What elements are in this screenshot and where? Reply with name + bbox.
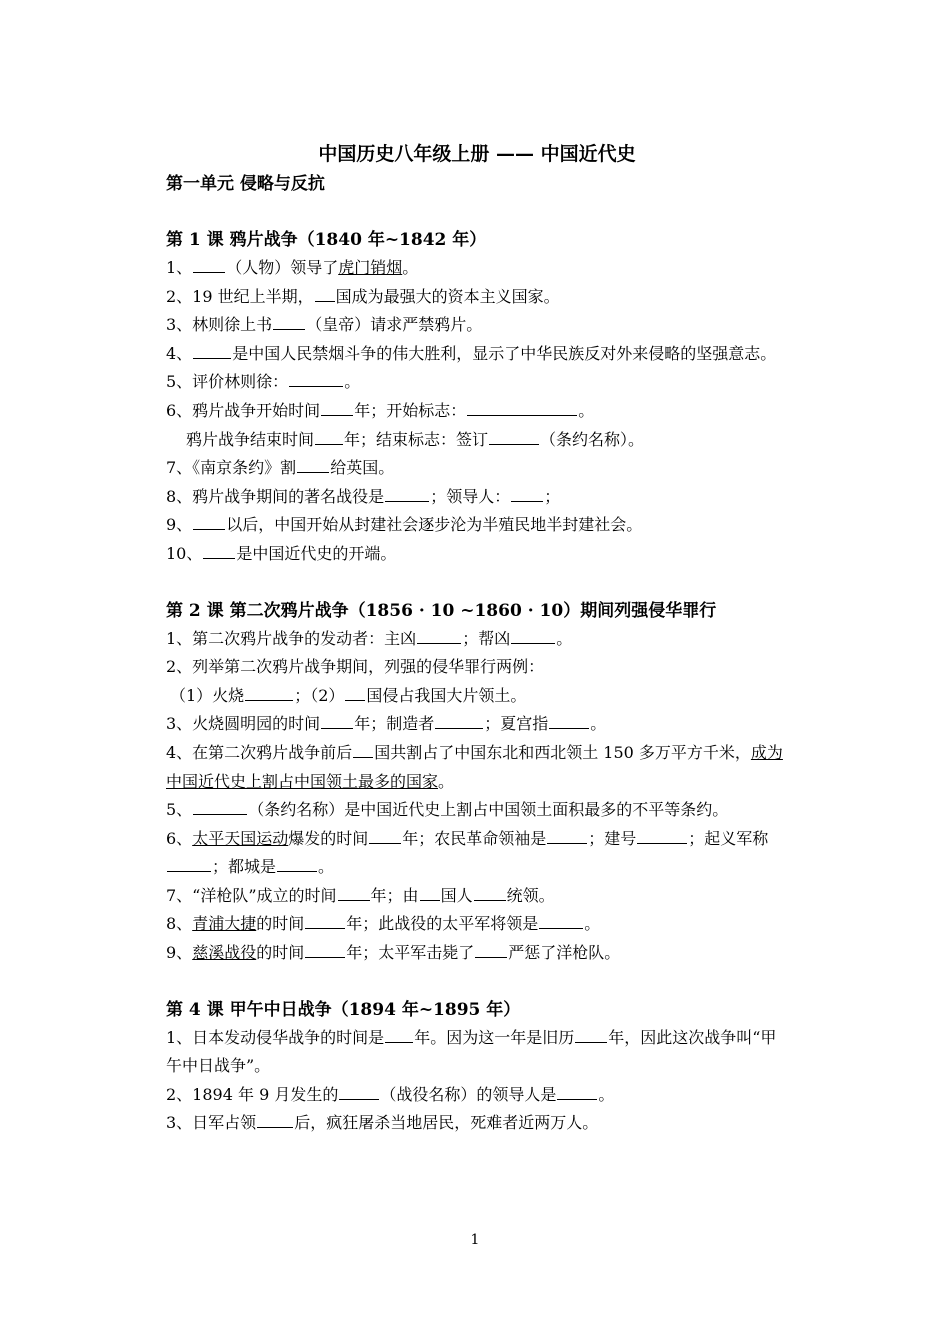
answer-blank[interactable] (435, 710, 483, 729)
lesson-1-question-8: 8、鸦片战争期间的著名战役是 ；领导人： ； (166, 483, 788, 512)
lesson-1-question-6-sub: 鸦片战争结束时间 年；结束标志：签订 （条约名称）。 (166, 426, 788, 455)
lesson-1-question-6: 6、鸦片战争开始时间 年；开始标志： 。 (166, 397, 788, 426)
answer-blank[interactable] (575, 1024, 607, 1043)
lesson-1-question-4: 4、 是中国人民禁烟斗争的伟大胜利，显示了中华民族反对外来侵略的坚强意志。 (166, 340, 788, 369)
lesson-2-title: 第 2 课 第二次鸦片战争（1856 · 10 ~1860 · 10）期间列强侵华罪行 (166, 600, 717, 621)
answer-blank[interactable] (305, 939, 345, 958)
lesson-2-question-5: 5、 （条约名称）是中国近代史上割占中国领土面积最多的不平等条约。 (166, 796, 788, 825)
lesson-1-question-9: 9、 以后，中国开始从封建社会逐步沦为半殖民地半封建社会。 (166, 511, 788, 540)
lesson-4-question-3: 3、日军占领 后，疯狂屠杀当地居民，死难者近两万人。 (166, 1109, 788, 1138)
lesson-2-question-3: 3、火烧圆明园的时间 年；制造者 ；夏宫指 。 (166, 710, 788, 739)
answer-blank[interactable] (193, 511, 225, 530)
lesson-1-question-10: 10、 是中国近代史的开端。 (166, 540, 788, 569)
lesson-2-question-6: 6、太平天国运动爆发的时间 年；农民革命领袖是 ；建号 ；起义军称；都城是 。 (166, 825, 788, 882)
answer-blank[interactable] (193, 340, 231, 359)
answer-blank[interactable] (547, 825, 587, 844)
answer-blank[interactable] (273, 311, 305, 330)
answer-blank[interactable] (305, 910, 345, 929)
lesson-2-question-2: 2、列举第二次鸦片战争期间，列强的侵华罪行两例： (166, 657, 545, 677)
lesson-4-title: 第 4 课 甲午中日战争（1894 年~1895 年） (166, 999, 521, 1020)
answer-blank[interactable] (345, 682, 365, 701)
answer-blank[interactable] (353, 739, 373, 758)
answer-blank[interactable] (321, 710, 353, 729)
answer-blank[interactable] (257, 1109, 293, 1128)
answer-blank[interactable] (193, 254, 225, 273)
answer-blank[interactable] (277, 853, 317, 872)
answer-blank[interactable] (511, 483, 543, 502)
page-number: 1 (470, 1232, 480, 1248)
answer-blank[interactable] (245, 682, 293, 701)
lesson-2-question-8: 8、青浦大捷的时间 年；此战役的太平军将领是 。 (166, 910, 788, 939)
answer-blank[interactable] (417, 625, 461, 644)
answer-blank[interactable] (321, 397, 353, 416)
document-title: 中国历史八年级上册 —— 中国近代史 (318, 143, 636, 165)
answer-blank[interactable] (420, 882, 440, 901)
lesson-1-question-2: 2、19 世纪上半期， 国成为最强大的资本主义国家。 (166, 283, 788, 312)
answer-blank[interactable] (489, 426, 539, 445)
lesson-2-question-2-sub: （1）火烧 ；（2） 国侵占我国大片领土。 (166, 682, 788, 711)
lesson-2-question-1: 1、第二次鸦片战争的发动者：主凶 ；帮凶 。 (166, 625, 788, 654)
answer-blank[interactable] (467, 397, 577, 416)
answer-blank[interactable] (289, 368, 343, 387)
answer-blank[interactable] (167, 853, 211, 872)
answer-blank[interactable] (385, 1024, 413, 1043)
answer-blank[interactable] (474, 882, 506, 901)
answer-blank[interactable] (193, 796, 247, 815)
answer-blank[interactable] (203, 540, 235, 559)
answer-blank[interactable] (511, 625, 555, 644)
answer-blank[interactable] (315, 283, 335, 302)
answer-blank[interactable] (297, 454, 329, 473)
lesson-1-question-5: 5、评价林则徐： 。 (166, 368, 788, 397)
answer-blank[interactable] (549, 710, 589, 729)
lesson-2-question-4: 4、在第二次鸦片战争前后 国共割占了中国东北和西北领土 150 多万平方千米，成为中国近代史上割占中国领土最多的国家。 (166, 739, 788, 796)
answer-blank[interactable] (557, 1081, 597, 1100)
lesson-2-question-9: 9、慈溪战役的时间 年；太平军击毙了 严惩了洋枪队。 (166, 939, 788, 968)
lesson-1-question-7: 7、《南京条约》割 给英国。 (166, 454, 788, 483)
lesson-4-question-1: 1、日本发动侵华战争的时间是 年。因为这一年是旧历 年，因此这次战争叫“甲午中日战争”。 (166, 1024, 788, 1081)
lesson-1-title: 第 1 课 鸦片战争（1840 年~1842 年） (166, 230, 487, 250)
answer-blank[interactable] (385, 483, 429, 502)
lesson-2-question-7: 7、“洋枪队”成立的时间 年；由 国人 统领。 (166, 882, 788, 911)
answer-blank[interactable] (637, 825, 687, 844)
answer-blank[interactable] (475, 939, 507, 958)
unit-title: 第一单元 侵略与反抗 (166, 174, 325, 194)
answer-blank[interactable] (338, 882, 370, 901)
answer-blank[interactable] (315, 426, 343, 445)
document-page (166, 140, 788, 1138)
answer-blank[interactable] (369, 825, 401, 844)
lesson-1-question-3: 3、林则徐上书 （皇帝）请求严禁鸦片。 (166, 311, 788, 340)
lesson-1-question-1: 1、 （人物）领导了虎门销烟。 (166, 254, 788, 283)
answer-blank[interactable] (539, 910, 583, 929)
lesson-4-question-2: 2、1894 年 9 月发生的 （战役名称）的领导人是 。 (166, 1081, 788, 1110)
answer-blank[interactable] (339, 1081, 379, 1100)
